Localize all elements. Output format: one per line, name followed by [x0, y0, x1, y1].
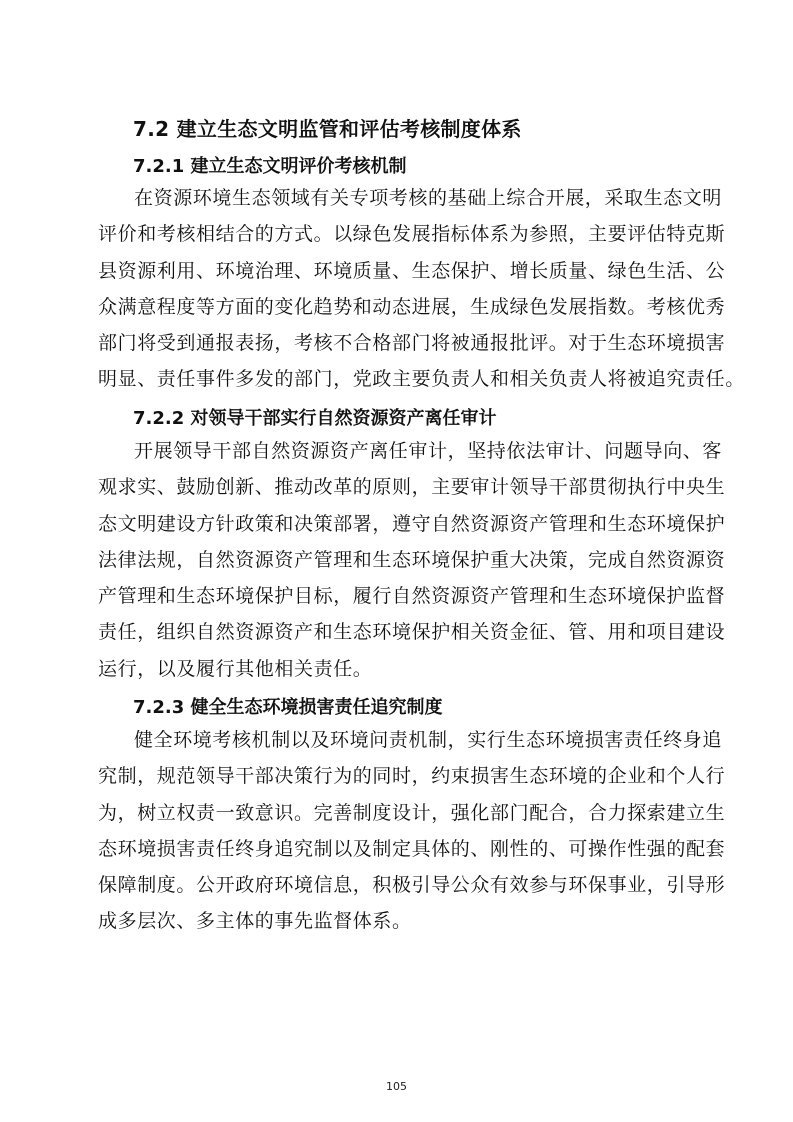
paragraph-line: 成多层次、多主体的事先监督体系。: [98, 910, 412, 933]
paragraph-7-2-2: [98, 433, 726, 687]
paragraph-line: 保障制度。公开政府环境信息，积极引导公众有效参与环保事业，引导形: [98, 874, 726, 897]
subsection-heading-7-2-1: 7.2.1 建立生态文明评价考核机制: [133, 156, 407, 177]
paragraph-line: 态文明建设方针政策和决策部署，遵守自然资源资产管理和生态环境保护: [98, 512, 726, 535]
paragraph-line: 县资源利用、环境治理、环境质量、生态保护、增长质量、绿色生活、公: [98, 259, 726, 282]
paragraph-line: 法律法规，自然资源资产管理和生态环境保护重大决策，完成自然资源资: [98, 548, 726, 571]
paragraph-line: 运行，以及履行其他相关责任。: [98, 657, 373, 680]
paragraph-line: 观求实、鼓励创新、推动改革的原则，主要审计领导干部贯彻执行中央生: [98, 476, 726, 499]
paragraph-line: 态环境损害责任终身追究制以及制定具体的、刚性的、可操作性强的配套: [98, 837, 726, 860]
paragraph-line: 产管理和生态环境保护目标，履行自然资源资产管理和生态环境保护监督: [98, 585, 726, 608]
subsection-heading-7-2-3: 7.2.3 健全生态环境损害责任追究制度: [133, 697, 443, 718]
paragraph-line: 健全环境考核机制以及环境问责机制，实行生态环境损害责任终身追: [134, 729, 723, 751]
page-number: 105: [386, 1080, 407, 1093]
paragraph-7-2-3: [98, 722, 726, 940]
paragraph-line: 评价和考核相结合的方式。以绿色发展指标体系为参照，主要评估特克斯: [98, 223, 726, 246]
section-heading: 7.2 建立生态文明监管和评估考核制度体系: [133, 117, 522, 141]
paragraph-line: 部门将受到通报表扬，考核不合格部门将被通报批评。对于生态环境损害: [98, 332, 726, 355]
paragraph-line: 明显、责任事件多发的部门，党政主要负责人和相关负责人将被追究责任。: [98, 368, 745, 391]
subsection-heading-7-2-2: 7.2.2 对领导干部实行自然资源资产离任审计: [133, 408, 497, 429]
paragraph-line: 为，树立权责一致意识。完善制度设计，强化部门配合，合力探索建立生: [98, 801, 726, 824]
paragraph-line: 究制，规范领导干部决策行为的同时，约束损害生态环境的企业和个人行: [98, 765, 726, 788]
paragraph-line: 在资源环境生态领域有关专项考核的基础上综合开展，采取生态文明: [134, 187, 723, 209]
paragraph-7-2-1: [98, 180, 745, 398]
paragraph-line: 众满意程度等方面的变化趋势和动态进展，生成绿色发展指数。考核优秀: [98, 295, 726, 318]
paragraph-line: 责任，组织自然资源资产和生态环境保护相关资金征、管、用和项目建设: [98, 621, 726, 644]
paragraph-line: 开展领导干部自然资源资产离任审计，坚持依法审计、问题导向、客: [134, 440, 723, 462]
